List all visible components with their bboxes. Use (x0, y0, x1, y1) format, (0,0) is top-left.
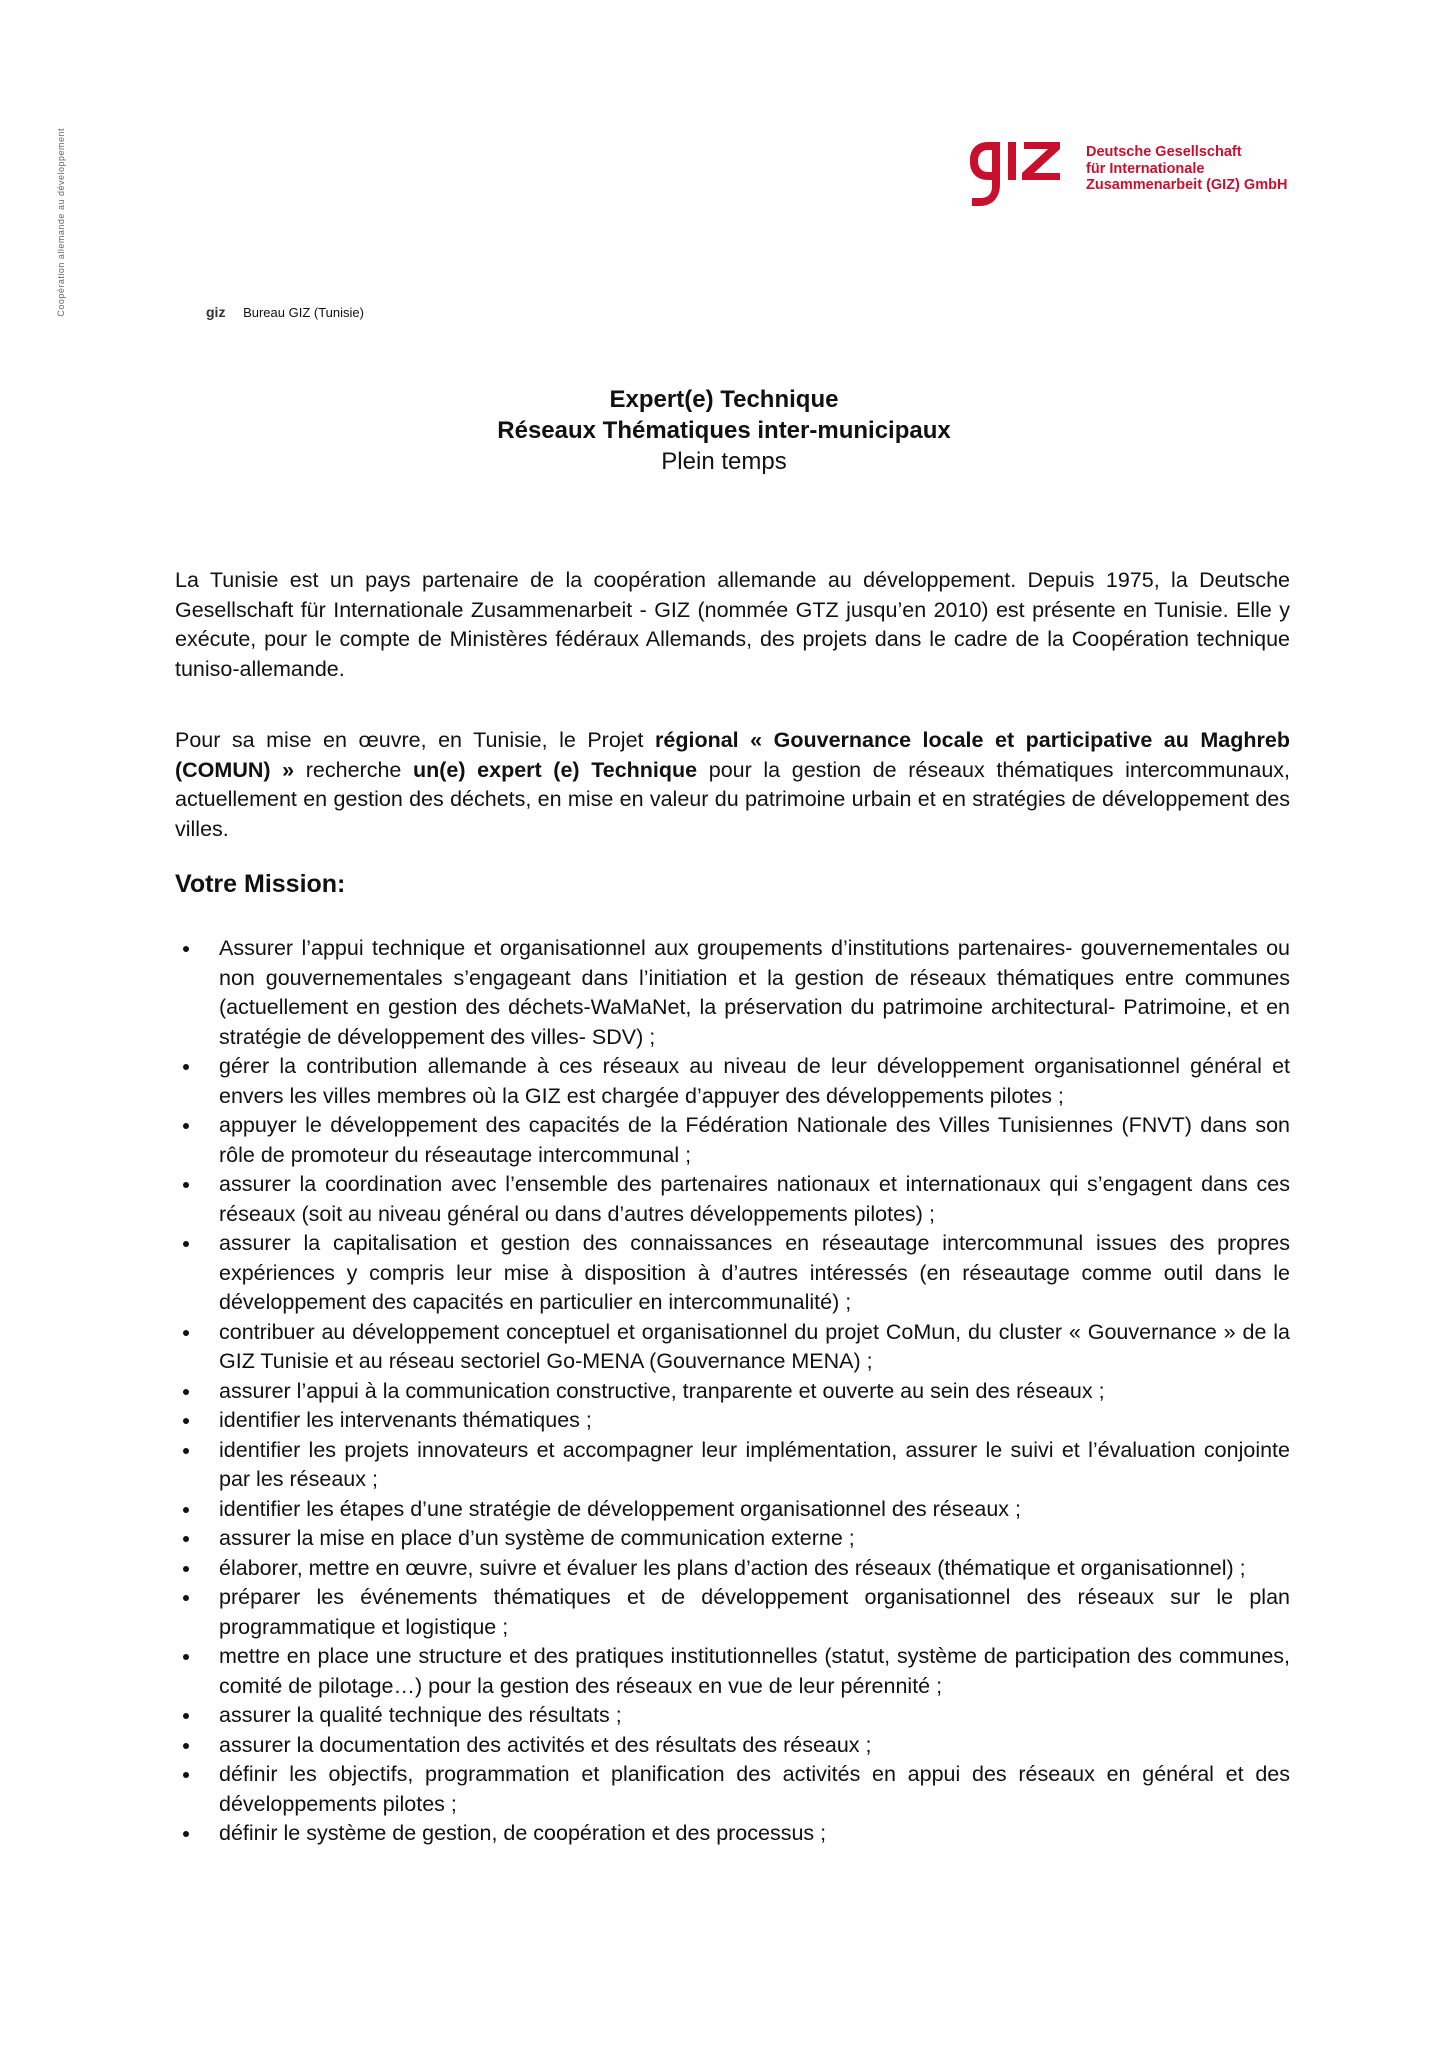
list-item: Assurer l’appui technique et organisationnel aux groupements d’institutions partenaires- gouvernementales ou non gouvernementales s’engageant dans l’initiation et la gestion de réseaux thématiques entre communes (actuellement en gestion des déchets-WaMaNet, la préservation du patrimoine architectural- Patrimoine, et en stratégie de développement des villes- SDV) ; (175, 934, 1290, 1052)
list-item: gérer la contribution allemande à ces réseaux au niveau de leur développement organisationnel général et envers les villes membres où la GIZ est chargée d’appuyer des développements pilotes ; (175, 1052, 1290, 1111)
project-text-3: pour la gestion de réseaux thématiques intercommunaux, actuellement en gestion des déchets, en mise en valeur du patrimoine urbain et en stratégies de développement des villes. (175, 757, 1291, 841)
project-text-1: Pour sa mise en œuvre, en Tunisie, le Projet (175, 728, 656, 752)
project-bold-1: régional « Gouvernance locale et participative au Maghreb (COMUN) » (175, 728, 1290, 782)
project-text-2: recherche (294, 757, 413, 782)
list-item: assurer la mise en place d’un système de communication externe ; (175, 1524, 1290, 1554)
bureau-text: Bureau GIZ (Tunisie) (243, 305, 364, 320)
giz-mini-logo: giz (206, 304, 226, 320)
logo-line-3: Zusammenarbeit (GIZ) GmbH (1086, 177, 1288, 193)
list-item: identifier les projets innovateurs et accompagner leur implémentation, assurer le suivi et l’évaluation conjointe par les réseaux ; (175, 1436, 1290, 1495)
job-title: Expert(e) Technique (609, 386, 839, 413)
list-item: définir le système de gestion, de coopération et des processus ; (175, 1819, 1290, 1849)
job-type: Plein temps (661, 448, 787, 475)
intro-paragraph: La Tunisie est un pays partenaire de la coopération allemande au développement. Depuis 1975, la Deutsche Gesellschaft für Internationale Zusammenarbeit - GIZ (nommée GTZ jusqu’en 2010) est présente en Tunisie. Elle y exécute, pour le compte de Ministères fédéraux Allemands, des projets dans le cadre de la Coopération technique tuniso-allemande. (175, 568, 1290, 681)
list-item: contribuer au développement conceptuel et organisationnel du projet CoMun, du cluster « Gouvernance » de la GIZ Tunisie et au réseau sectoriel Go-MENA (Gouvernance MENA) ; (175, 1318, 1290, 1377)
sidebar-vertical-text: Coopération allemande au développement (56, 128, 66, 317)
list-item: assurer la capitalisation et gestion des connaissances en réseautage intercommunal issues des propres expériences y compris leur mise à disposition à d’autres intéressés (en réseautage comme outil dans le développement des capacités en particulier en intercommunalité) ; (175, 1229, 1290, 1318)
logo-line-2: für Internationale (1086, 160, 1205, 177)
list-item: assurer la coordination avec l’ensemble des partenaires nationaux et internationaux qui s’engagent dans ces réseaux (soit au niveau général ou dans d’autres développements pilotes) ; (175, 1170, 1290, 1229)
list-item: identifier les étapes d’une stratégie de développement organisationnel des réseaux ; (175, 1495, 1290, 1525)
list-item: définir les objectifs, programmation et planification des activités en appui des réseaux en général et des développements pilotes ; (175, 1760, 1290, 1819)
giz-logo-mark (966, 136, 1078, 216)
list-item: assurer l’appui à la communication constructive, tranparente et ouverte au sein des réseaux ; (175, 1377, 1290, 1407)
giz-logo (966, 136, 1296, 216)
logo-line-1: Deutsche Gesellschaft (1086, 144, 1242, 160)
job-title-block (0, 384, 1448, 477)
mission-heading: Votre Mission: (175, 870, 346, 898)
list-item: appuyer le développement des capacités de la Fédération Nationale des Villes Tunisiennes (FNVT) dans son rôle de promoteur du réseautage intercommunal ; (175, 1111, 1290, 1170)
project-bold-2: un(e) expert (e) Technique (412, 757, 698, 782)
list-item: élaborer, mettre en œuvre, suivre et évaluer les plans d’action des réseaux (thématique et organisationnel) ; (175, 1554, 1290, 1584)
mission-list-container (175, 934, 1290, 1849)
job-subtitle: Réseaux Thématiques inter-municipaux (497, 417, 951, 444)
project-paragraph (175, 726, 1290, 844)
list-item: assurer la documentation des activités et des résultats des réseaux ; (175, 1731, 1290, 1761)
list-item: préparer les événements thématiques et de développement organisationnel des réseaux sur le plan programmatique et logistique ; (175, 1583, 1290, 1642)
bureau-line (206, 304, 364, 320)
giz-logo-text (1086, 144, 1287, 194)
list-item: mettre en place une structure et des pratiques institutionnelles (statut, système de participation des communes, comité de pilotage…) pour la gestion des réseaux en vue de leur pérennité ; (175, 1642, 1290, 1701)
list-item: assurer la qualité technique des résultats ; (175, 1701, 1290, 1731)
mission-list (175, 934, 1290, 1849)
list-item: identifier les intervenants thématiques ; (175, 1406, 1290, 1436)
